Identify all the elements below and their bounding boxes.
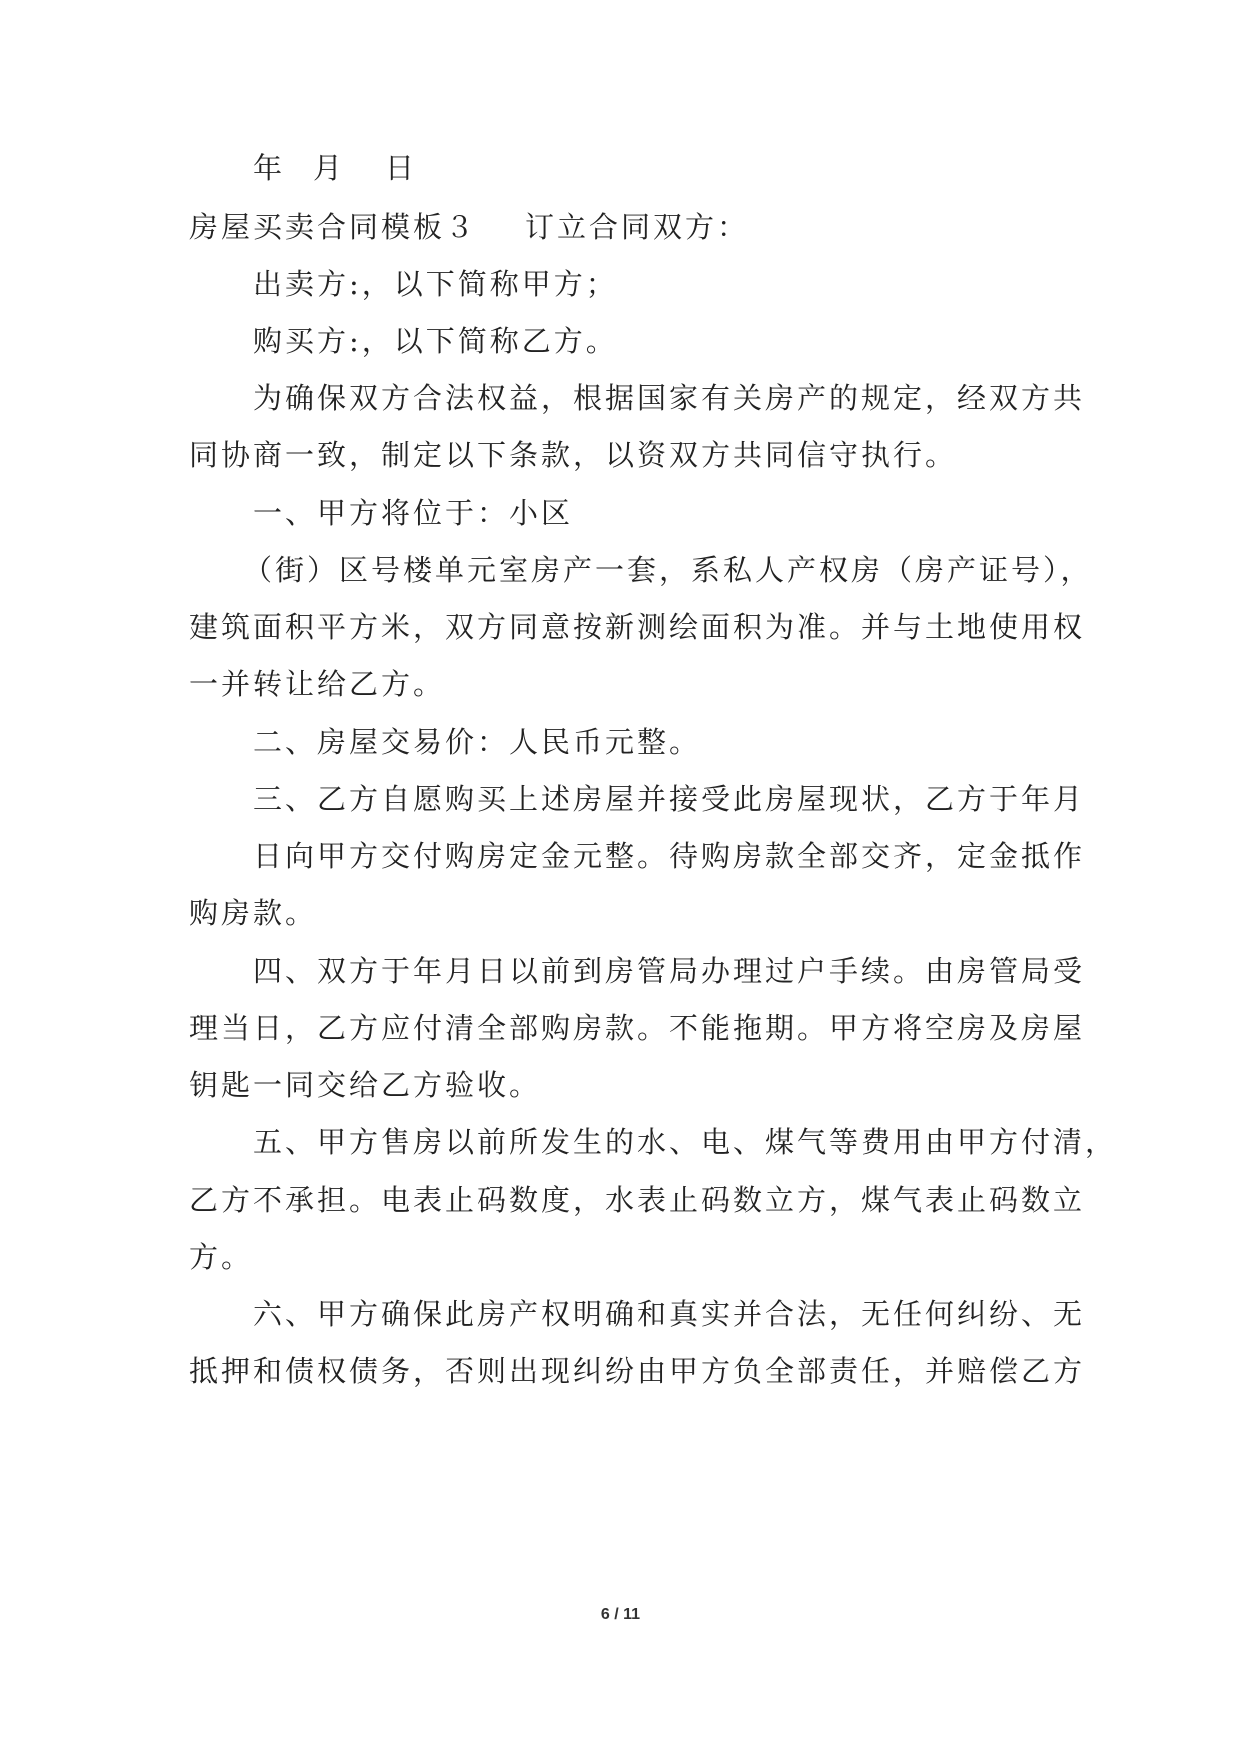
date-line [253,150,417,186]
contract-title: 房屋买卖合同模板３ [189,210,478,244]
paragraph-line: 同协商一致，制定以下条款，以资双方共同信守执行。 [189,438,958,472]
date-day: 日 [385,151,418,185]
paragraph-line: 乙方不承担。电表止码数度，水表止码数立方，煤气表止码数立 [189,1183,1086,1217]
contract-title-line [189,209,477,245]
paragraph-line: 一、甲方将位于：小区 [253,496,574,530]
paragraph-line: 三、乙方自愿购买上述房屋并接受此房屋现状，乙方于年月 [253,782,1086,816]
paragraph-line: 建筑面积平方米，双方同意按新测绘面积为准。并与土地使用权 [189,610,1086,644]
contract-parties-heading: 订立合同双方： [525,210,750,244]
paragraph-line: 五、甲方售房以前所发生的水、电、煤气等费用由甲方付清， [253,1125,1118,1159]
paragraph-line: 四、双方于年月日以前到房管局办理过户手续。由房管局受 [253,954,1086,988]
paragraph-line: 二、房屋交易价：人民币元整。 [253,725,702,759]
date-month: 月 [313,151,346,185]
paragraph-line: 六、甲方确保此房产权明确和真实并合法，无任何纠纷、无 [253,1297,1086,1331]
date-year: 年 [253,151,286,185]
paragraph-line: 日向甲方交付购房定金元整。待购房款全部交齐，定金抵作 [253,839,1086,873]
paragraph-line: 为确保双方合法权益，根据国家有关房产的规定，经双方共 [253,381,1086,415]
paragraph-line: 出卖方:，以下简称甲方； [253,267,618,301]
paragraph-line: 方。 [189,1240,254,1274]
page-number: 6 / 11 [600,1606,641,1623]
paragraph-line: 购房款。 [189,896,318,930]
paragraph-line: 钥匙一同交给乙方验收。 [189,1068,542,1102]
paragraph-line: 一并转让给乙方。 [189,667,446,701]
paragraph-line: 购买方:，以下简称乙方。 [253,324,618,358]
paragraph-line: 抵押和债权债务，否则出现纠纷由甲方负全部责任，并赔偿乙方 [189,1354,1086,1388]
paragraph-line: 理当日，乙方应付清全部购房款。不能拖期。甲方将空房及房屋 [189,1011,1086,1045]
paragraph-line: （街）区号楼单元室房产一套，系私人产权房（房产证号）， [243,553,1093,587]
